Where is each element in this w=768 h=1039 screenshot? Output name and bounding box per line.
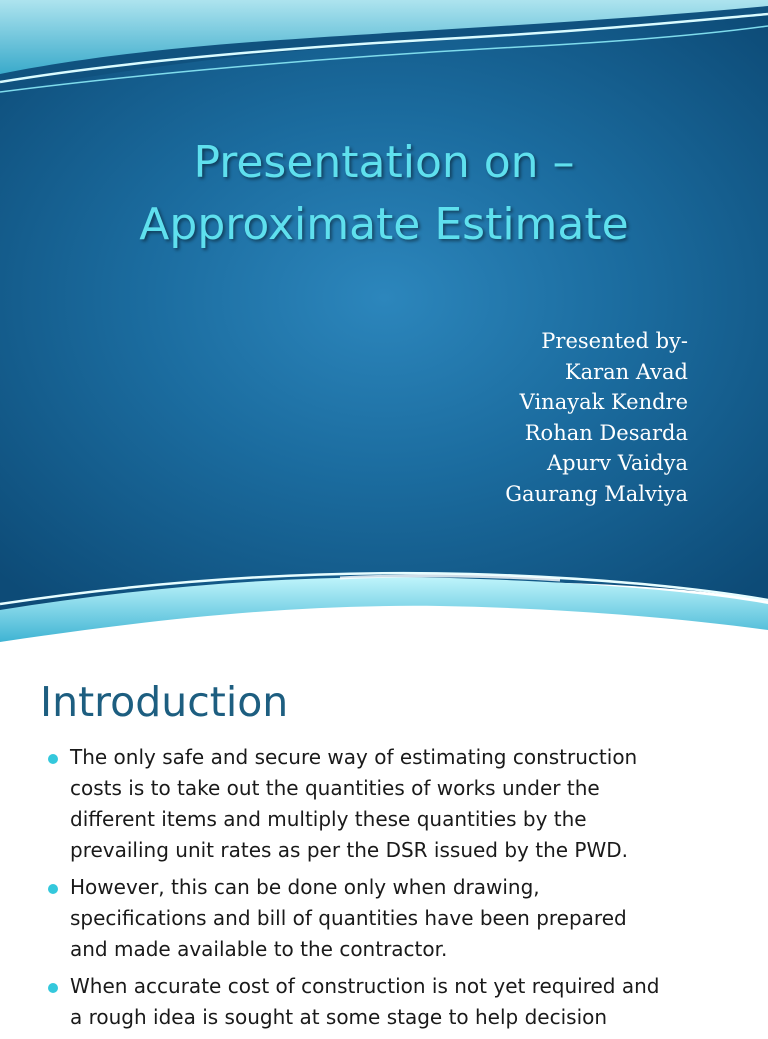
bullet-icon: [48, 983, 58, 993]
bullet-text-line: However, this can be done only when drawing,: [70, 875, 540, 899]
title-line: Presentation on –: [193, 137, 575, 188]
presenter-name: Karan Avad: [564, 359, 688, 384]
slide-heading: Introduction: [40, 678, 289, 726]
presented-by-label: Presented by-: [541, 329, 688, 353]
bullet-icon: [48, 884, 58, 894]
title-line: Approximate Estimate: [139, 199, 629, 250]
bullet-text-line: different items and multiply these quantities by the: [70, 807, 587, 831]
bullet-text-line: specifications and bill of quantities have been prepared: [70, 906, 627, 930]
bullet-item: [0, 742, 768, 866]
bullet-text-line: prevailing unit rates as per the DSR issued by the PWD.: [70, 838, 629, 862]
introduction-slide: [0, 662, 768, 1029]
bullet-list: [0, 742, 768, 1039]
bullet-text-line: When accurate cost of construction is not yet required and: [70, 974, 660, 998]
presenters-block: [505, 326, 688, 510]
bullet-text-line: The only safe and secure way of estimating construction: [70, 745, 638, 769]
slide-title: [0, 132, 768, 256]
bullet-text-line: and made available to the contractor.: [70, 937, 448, 961]
presenter-name: Apurv Vaidya: [546, 451, 688, 476]
bullet-icon: [48, 754, 58, 764]
presenter-name: Rohan Desarda: [524, 420, 688, 445]
presenter-name: Gaurang Malviya: [505, 481, 688, 506]
presenter-name: Vinayak Kendre: [519, 390, 688, 415]
bullet-text-line: a rough idea is sought at some stage to help decision: [70, 1005, 608, 1029]
bullet-text-line: costs is to take out the quantities of works under the: [70, 776, 600, 800]
bullet-item: [0, 872, 768, 965]
